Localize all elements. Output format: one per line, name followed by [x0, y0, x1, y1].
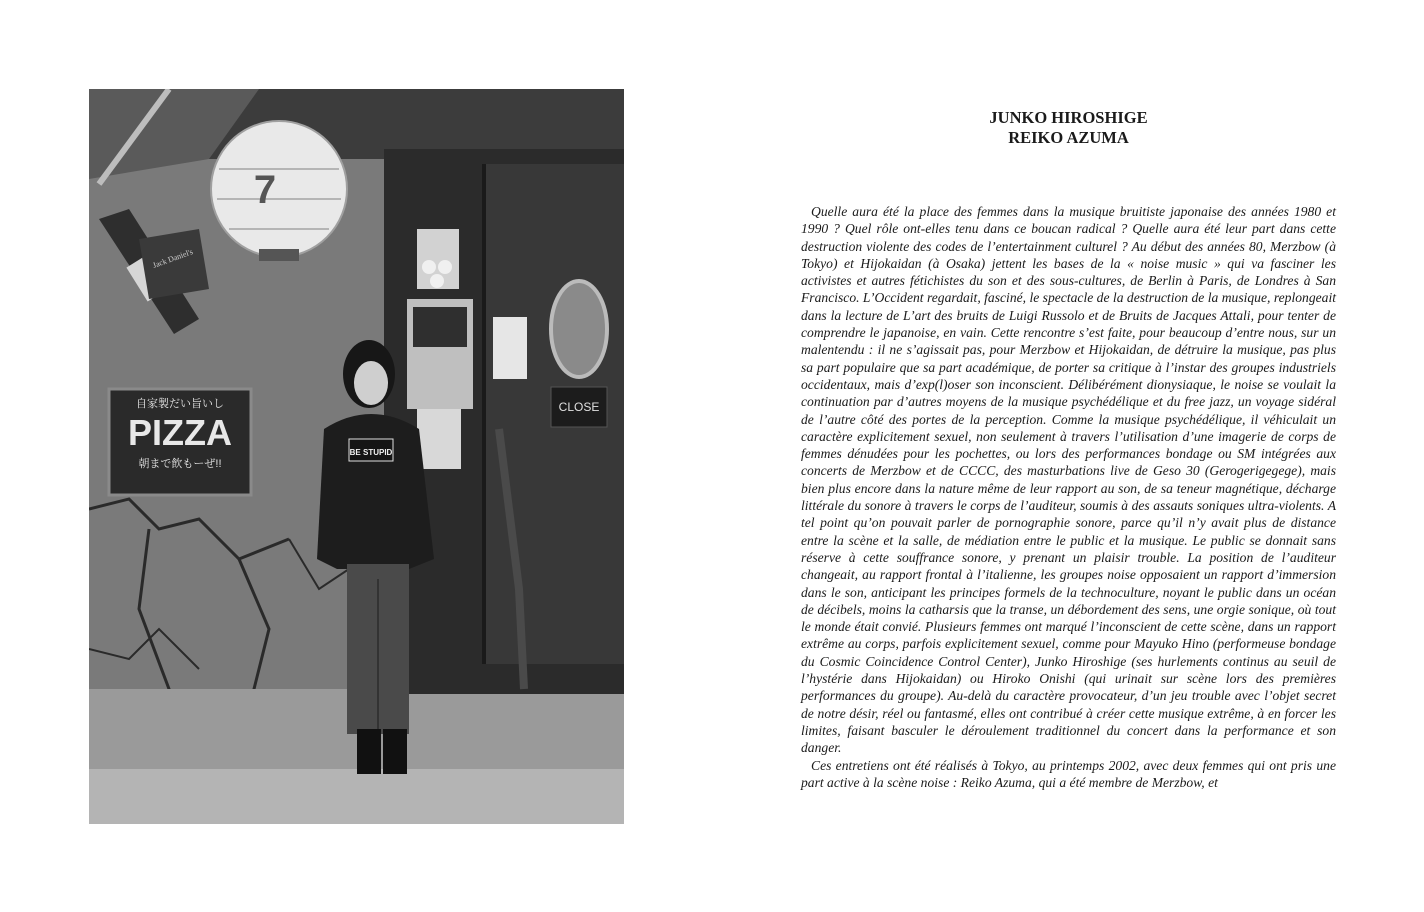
- pizza-sign: [109, 389, 251, 495]
- pizza-sign-top: 自家製だい旨いし: [136, 398, 224, 410]
- shirt-text: BE STUPID: [349, 448, 393, 457]
- paragraph-2: Ces entretiens ont été réalisés à Tokyo, au printemps 2002, avec deux femmes qui ont pris une part active à la scène noise : Reiko Azuma, qui a été membre de Merzbow, et: [801, 757, 1336, 790]
- bottle-label: Jack Daniel's: [151, 247, 195, 270]
- title-line-1: JUNKO HIROSHIGE: [989, 108, 1148, 127]
- lantern-number: 7: [253, 168, 277, 212]
- pizza-sign-bottom: 朝まで飲もーぜ!!: [138, 458, 222, 470]
- close-sign: CLOSE: [558, 400, 600, 414]
- title-line-2: REIKO AZUMA: [1008, 128, 1129, 147]
- article: [801, 108, 1336, 791]
- pizza-sign-main: PIZZA: [128, 412, 232, 453]
- article-title: [801, 108, 1336, 148]
- paragraph-1: Quelle aura été la place des femmes dans la musique bruitiste japonaise des années 1980 et 1990 ? Quel rôle ont-elles tenu dans ce boucan radical ? Quelle aura été leur part dans cette destruction violente des codes de l’entertainment culturel ? Au début des années 80, Merzbow (à Tokyo) et Hijokaidan (à Osaka) jettent les bases de la « noise music » qui va fasciner les activistes et autres fétichistes du son et des sous-cultures, de Berlin à Paris, de Londres à San Francisco. L’Occident regardait, fasciné, le spectacle de la destruction de la musique, replongeait dans la lecture de L’art des bruits de Luigi Russolo et de Bruits de Jacques Attali, pour tenter de comprendre le japanoise, en vain. Cette rencontre s’est faite, pour beaucoup d’entre nous, sur un malentendu : il ne s’agissait pas, pour Merzbow et Hijokaidan, de détruire la musique, pas plus sa part populaire que sa part académique, de porter sa critique à l’instar des groupes industriels occidentaux, mais d’exp(l)oser son inconscient. Délibérément dionysiaque, le noise se voulait la continuation par d’autres moyens de la musique psychédélique et du free jazz, un voyage sidéral de l’autre côté des portes de la perception. Comme la musique psychédélique, il véhiculait un caractère explicitement sexuel, non seulement à travers l’utilisation d’une imagerie de corps de femmes dénudées pour les pochettes, ou lors des performances bondage ou SM intégrées aux concerts de Merzbow et de CCCC, des masturbations live de Geso 30 (Gerogerigegege), mais bien plus encore dans la nature même de leur rapport au son, de sa teneur magnétique, décharge littérale du sonore à travers le corps de l’auditeur, soumis à des assauts soniques ultra-violents. A tel point qu’on pouvait parler de pornographie sonore, parce qu’il n’y avait plus de distance entre la scène et la salle, de médiation entre le public et la musique. Le public se donnait sans réserve à cette souffrance sonore, y prenant un plaisir trouble. La position de l’auditeur changeait, au rapport frontal à l’italienne, les groupes noise opposaient un rapport d’immersion dans le son, anticipant les principes formels de la technoculture, noyant le public dans un océan de décibels, moins la catharsis que la transe, un débordement des sens, une orgie sonique, où tout le monde était convié. Plusieurs femmes ont marqué l’inconscient de cette scène, dans un rapport extrême au corps, parfois explicitement sexuel, comme pour Mayuko Hino (performeuse bondage du Cosmic Coincidence Control Center), Junko Hiroshige (ses hurlements continus au seuil de l’hystérie dans Hijokaidan) ou Hiroko Onishi (qui urinait sur scène lors des premières performances du groupe). Au-delà du caractère provocateur, d’un jeu trouble avec l’objet secret de notre désir, réel ou fantasmé, elles ont contribué à créer cette musique extrême, à en forcer les limites, faisant basculer le déroulement traditionnel du concert dans la performance et son danger.: [801, 204, 1336, 756]
